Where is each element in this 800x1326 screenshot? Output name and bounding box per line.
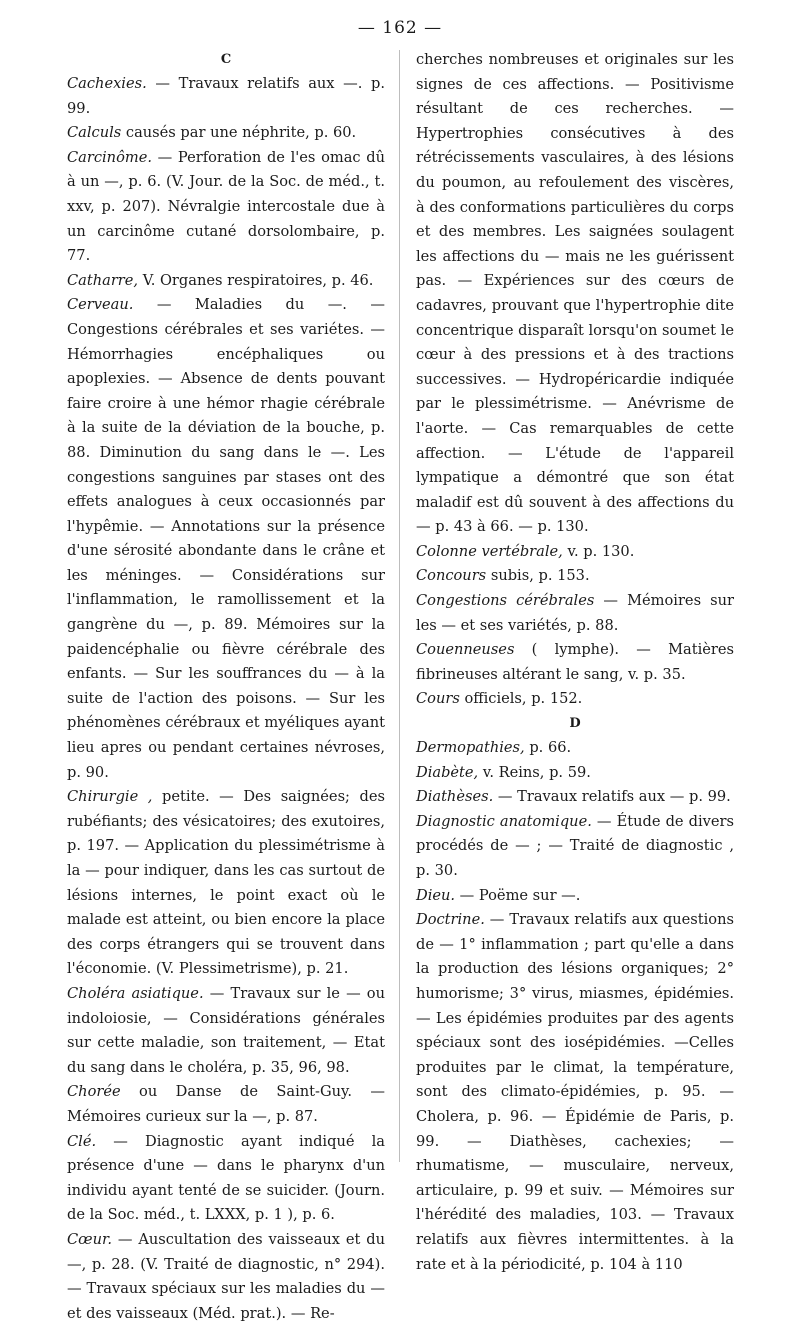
index-entry xyxy=(416,564,734,589)
entry-text: — Diagnostic ayant indiqué la présence d'une — dans le pharynx d'un individu ayant tenté de se suicider. (Journ. de la Soc. méd., t. LXXX, p. 1 ), p. 6. xyxy=(67,1132,385,1224)
entry-text: — Travaux relatifs aux — p. 99. xyxy=(493,788,731,806)
entry-term: Calculs xyxy=(67,124,122,142)
entry-term: Choléra asiatique. xyxy=(67,984,204,1002)
index-entry xyxy=(416,687,734,712)
right-column xyxy=(416,48,734,1277)
entry-term: Dermopathies, xyxy=(416,739,525,757)
entry-text: — Travaux relatifs aux —. p. 99. xyxy=(67,75,385,117)
entry-term: Cachexies. xyxy=(67,75,147,92)
entry-text: officiels, p. 152. xyxy=(459,690,583,708)
entry-term: Diathèses. xyxy=(416,788,494,806)
entry-text: V. Organes respiratoires, p. 46. xyxy=(138,271,374,289)
entry-text: ( lymphe). — Matières fibrineuses altérant le sang, v. p. 35. xyxy=(416,641,734,683)
entry-term: Cours xyxy=(416,690,460,708)
entry-text: — Auscultation des vaisseaux et du —, p. 28. (V. Traité de diagnostic, n° 294). — Travaux spéciaux sur les maladies du — et des vaisseaux (Méd. prat.). — Re- xyxy=(67,1230,385,1322)
entry-term: Doctrine. xyxy=(416,911,485,929)
index-entry xyxy=(67,982,385,1080)
entry-text: — Étude de divers procédés de — ; — Traité de diagnostic , p. 30. xyxy=(416,812,734,879)
index-entry xyxy=(67,269,385,294)
entry-term: Chirurgie , xyxy=(67,788,153,806)
index-entry xyxy=(416,540,734,565)
index-entry xyxy=(67,146,385,269)
entry-term: Carcinôme. xyxy=(67,148,152,166)
index-entry xyxy=(67,121,385,146)
entry-text: — Mémoires sur les — et ses variétés, p. 88. xyxy=(416,592,734,634)
right-entries-c xyxy=(416,540,734,712)
section-letter-d: D xyxy=(569,716,581,732)
entry-term: Diagnostic anatomique. xyxy=(416,812,592,830)
section-letter-c: C xyxy=(220,52,232,67)
index-entry xyxy=(416,908,734,1277)
continuation-text: cherches nombreuses et originales sur les signes de ces affections. — Positivisme résultant de ces recherches. — Hypertrophies consécutives à des rétrécissements vasculaires, à des lésions du poumon, au refoulement des viscères, à des conformations particulières du corps et des membres. Les saignées soulagent les affections du — mais ne les guérissent pas. — Expériences sur des cœurs de cadavres, prouvant que l'hypertrophie dite concentrique disparaît lorsqu'on soumet le cœur à des pressions et à des tractions successives. — Hydropéricardie indiquée par le plessimétrisme. — Anévrisme de l'aorte. — Cas remarquables de cette affection. — L'étude de l'appareil lympatique a démontré que son état maladif est dû souvent à des affections du — p. 43 à 66. — p. 130. xyxy=(416,51,734,536)
index-entry xyxy=(416,736,734,761)
index-entry xyxy=(67,293,385,785)
entry-text: ou Danse de Saint-Guy. — Mémoires curieux sur la —, p. 87. xyxy=(67,1083,385,1125)
entry-text: — Travaux sur le — ou indoloiosie, — Considérations générales sur cette maladie, son traitement, — Etat du sang dans le choléra, p. 35, 96, 98. xyxy=(67,984,385,1076)
entry-term: Colonne vertébrale, xyxy=(416,542,563,560)
column-divider xyxy=(399,50,400,1162)
entry-term: Couenneuses xyxy=(416,641,515,659)
entry-text: subis, p. 153. xyxy=(486,567,590,585)
entry-text: — Poëme sur —. xyxy=(455,886,581,904)
index-entry xyxy=(67,1080,385,1129)
index-entry xyxy=(67,72,385,121)
entry-text: p. 66. xyxy=(524,739,572,757)
entry-term: Diabète, xyxy=(416,763,479,781)
index-entry xyxy=(416,810,734,884)
index-entry xyxy=(416,785,734,810)
entry-term: Cœur. xyxy=(67,1230,113,1248)
entry-text: v. Reins, p. 59. xyxy=(478,763,591,781)
entry-term: Catharre, xyxy=(67,271,139,289)
index-entry xyxy=(416,589,734,638)
entry-term: Cerveau. xyxy=(67,296,134,314)
page-number: — 162 — xyxy=(357,18,443,38)
entry-text: — Maladies du —. — Congestions cérébrales et ses variétes. — Hémorrhagies encéphaliques ou apoplexies. — Absence de dents pouvant faire croire à une hémor rhagie cérébrale à la suite de la déviation de la bouche, p. 88. Diminution du sang dans le —. Les congestions sanguines par stases ont des effets analogues à ceux occasionnés par l'hypêmie. — Annotations sur la présence d'une sérosité abondante dans le crâne et les méninges. — Considérations sur l'inflammation, le ramollissement et la gangrène du —, p. 89. Mémoires sur la paidencéphalie ou fièvre cérébrale des enfants. — Sur les souffrances du — à la suite de l'action des poisons. — Sur les phénomènes cérébraux et myéliques ayant lieu apres ou pendant certaines névroses, p. 90. xyxy=(67,296,385,781)
index-entry xyxy=(416,884,734,909)
entry-text: — Perforation de l'es omac dû à un —, p. 6. (V. Jour. de la Soc. de méd., t. xxv, p. 207). Névralgie intercostale due à un carcinôme cutané dorsolombaire, p. 77. xyxy=(67,148,385,265)
entry-text: — Travaux relatifs aux questions de — 1° inflammation ; part qu'elle a dans la production des lésions organiques; 2° humorisme; 3° virus, miasmes, épidémies. — Les épidémies produites par des agents spéciaux sont des iosépidémies. —Celles produites par le climat, la température, sont des climato-épidémies, p. 95. — Cholera, p. 96. — Épidémie de Paris, p. 99. — Diathèses, cachexies; — rhumatisme, — musculaire, nerveux, articulaire, p. 99 et suiv. — Mémoires sur l'hérédité des maladies, 103. — Travaux relatifs aux fièvres intermittentes. à la rate et à la périodicité, p. 104 à 110 xyxy=(416,911,734,1273)
entry-term: Dieu. xyxy=(416,886,456,904)
entry-text: causés par une néphrite, p. 60. xyxy=(121,124,357,142)
index-entry xyxy=(67,1130,385,1228)
entry-term: Concours xyxy=(416,567,487,585)
left-column xyxy=(67,48,385,1326)
index-entry xyxy=(67,785,385,982)
entry-term: Congestions cérébrales xyxy=(416,592,595,610)
entry-term: Chorée xyxy=(67,1083,121,1101)
entry-term: Clé. xyxy=(67,1132,97,1150)
index-entry xyxy=(67,1228,385,1326)
index-entry xyxy=(416,638,734,687)
right-entries-d xyxy=(416,736,734,1277)
index-entry xyxy=(416,761,734,786)
entry-text: v. p. 130. xyxy=(562,542,635,560)
entry-text: petite. — Des saignées; des rubéfiants; des vésicatoires; des exutoires, p. 197. — Application du plessimétrisme à la — pour indiquer, dans les cas surtout de lésions internes, le point exact où le malade est atteint, ou bien encore la place des corps étrangers qui se trouvent dans l'économie. (V. Plessimetrisme), p. 21. xyxy=(67,788,385,978)
left-entries xyxy=(67,72,385,1326)
